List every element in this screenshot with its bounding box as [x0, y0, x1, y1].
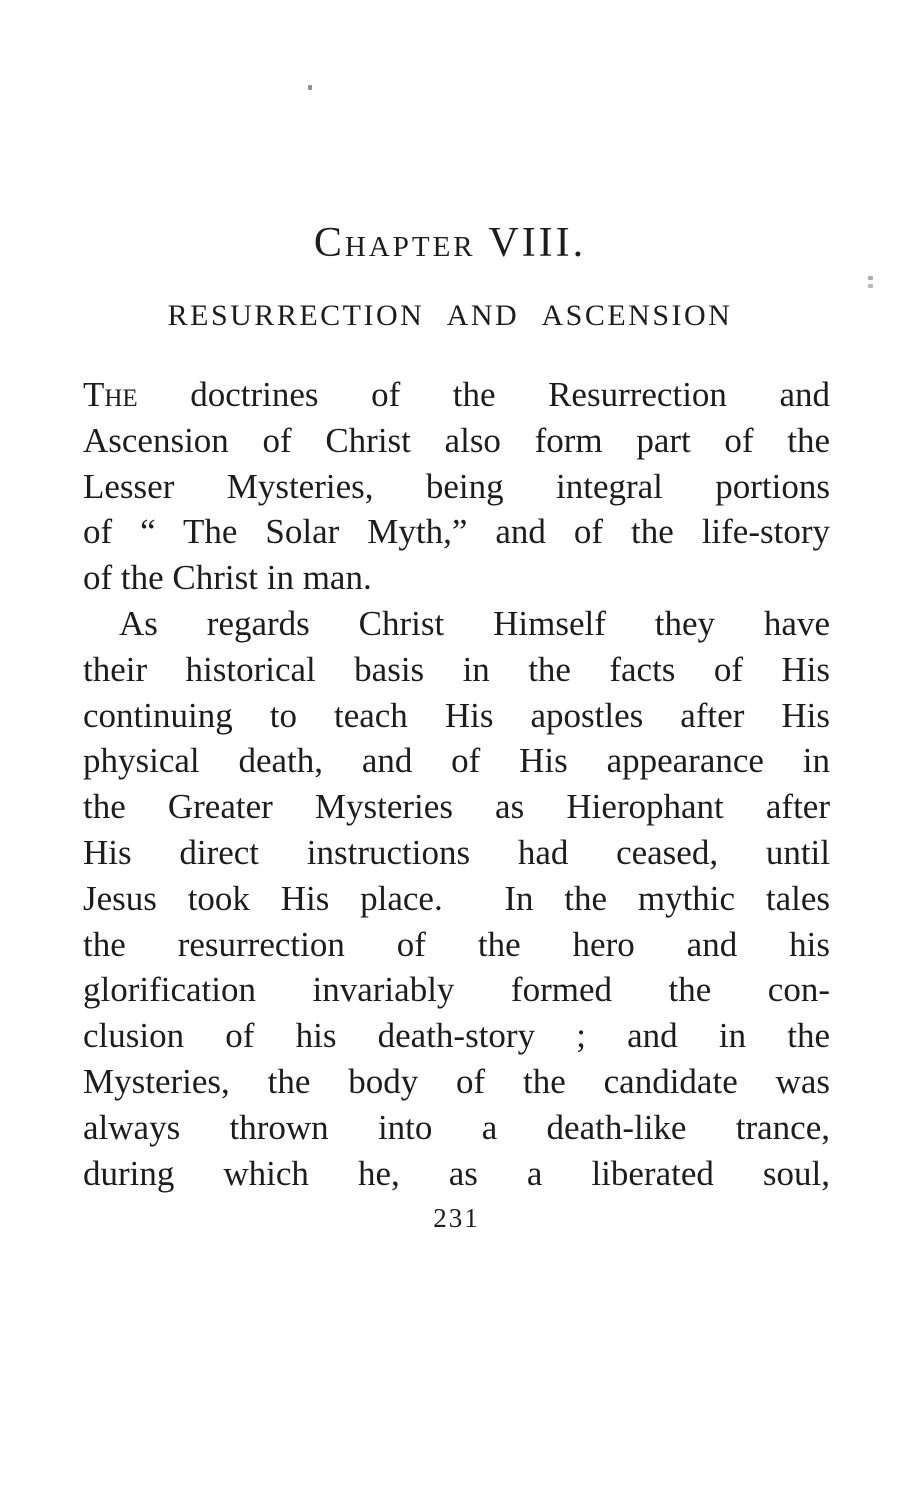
scan-speck: [868, 284, 873, 288]
text-line: of “ The Solar Myth,” and of the life-story: [83, 512, 830, 552]
text-line: Jesus took His place. In the mythic tales: [83, 878, 830, 918]
text-line: during which he, as a liberated soul,: [83, 1153, 830, 1193]
text-line: always thrown into a death-like trance,: [83, 1107, 830, 1147]
text-line: clusion of his death-story ; and in the: [83, 1016, 830, 1056]
body-text: [83, 372, 830, 1196]
text-line: The doctrines of the Resurrection and: [83, 375, 830, 414]
page-number: 231: [433, 1203, 480, 1233]
text-line: glorification invariably formed the con-: [83, 970, 830, 1010]
text-line: the Greater Mysteries as Hierophant after: [83, 787, 830, 827]
section-title: RESURRECTION AND ASCENSION: [167, 299, 733, 332]
text-line: As regards Christ Himself they have: [119, 603, 830, 643]
text-line: their historical basis in the facts of His: [83, 649, 830, 689]
text-line: the resurrection of the hero and his: [83, 924, 830, 964]
paragraph: [83, 601, 830, 1196]
text-line: Mysteries, the body of the candidate was: [83, 1061, 830, 1101]
scan-speck: [308, 85, 312, 90]
text-line: His direct instructions had ceased, until: [83, 832, 830, 872]
paragraph: [83, 372, 830, 601]
scan-speck: [868, 276, 873, 280]
text-line: physical death, and of His appearance in: [83, 741, 830, 781]
text-line: of the Christ in man.: [83, 558, 372, 598]
chapter-heading: Chapter VIII.: [313, 220, 587, 266]
text-line: Ascension of Christ also form part of the: [83, 420, 830, 460]
text-line: continuing to teach His apostles after His: [83, 695, 830, 735]
smallcaps-lead-word: The: [83, 375, 138, 414]
text-line: Lesser Mysteries, being integral portions: [83, 466, 830, 506]
